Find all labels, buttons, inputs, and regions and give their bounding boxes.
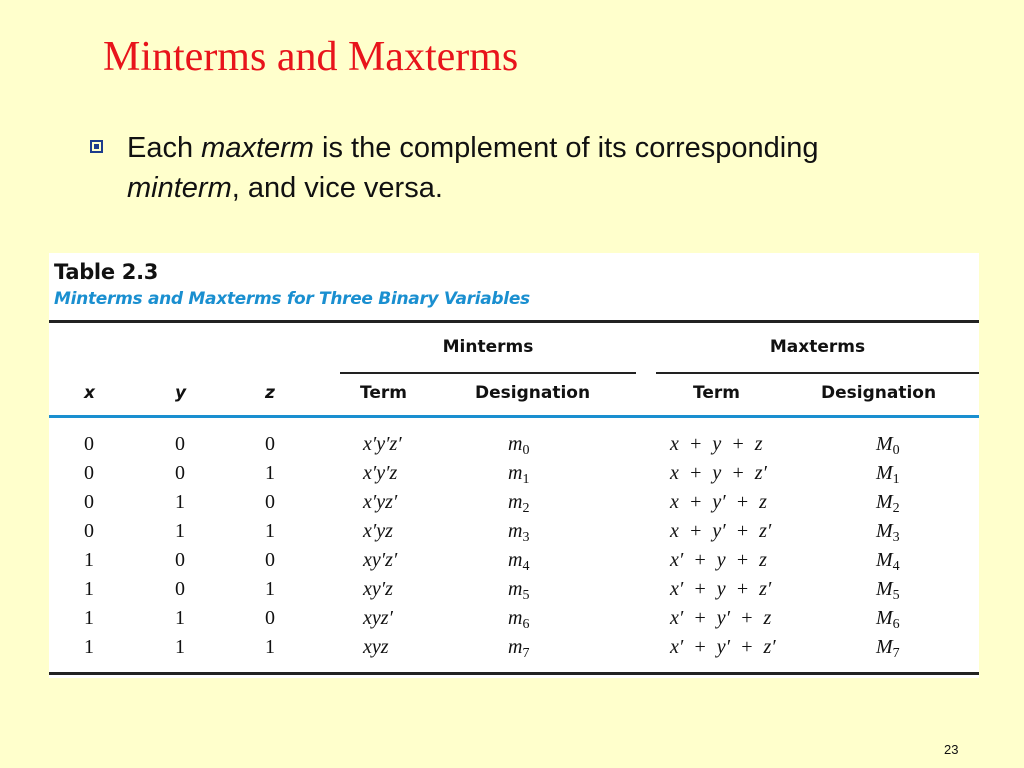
cell-x: 0 (84, 462, 94, 484)
cell-minterm-designation (508, 433, 530, 458)
cell-x: 0 (84, 433, 94, 455)
bullet-line-1 (127, 128, 967, 168)
cell-x: 1 (84, 578, 94, 600)
cell-x: 1 (84, 549, 94, 571)
cell-maxterm-designation-subscript: 2 (892, 501, 900, 516)
table-subcaption: Minterms and Maxterms for Three Binary Variables (54, 289, 530, 309)
cell-y: 1 (175, 491, 185, 513)
cell-maxterm-designation-base: M (876, 549, 893, 571)
cell-minterm-designation-subscript: 7 (522, 646, 530, 661)
cell-minterm-designation-base: m (508, 433, 523, 455)
cell-minterm-designation-subscript: 2 (522, 501, 530, 516)
cell-maxterm-designation-subscript: 3 (892, 530, 900, 545)
cell-minterm-term: xy′z (363, 578, 393, 600)
cell-maxterm-designation (876, 636, 900, 661)
table-bottom-rule (49, 672, 979, 675)
minterms-group-rule (340, 372, 636, 374)
minterms-group-header: Minterms (442, 337, 534, 357)
cell-minterm-designation-base: m (508, 462, 523, 484)
cell-maxterm-designation-subscript: 0 (892, 443, 900, 458)
cell-maxterm-designation-subscript: 6 (892, 617, 900, 632)
cell-y: 1 (175, 520, 185, 542)
cell-minterm-designation-base: m (508, 549, 523, 571)
cell-x: 0 (84, 491, 94, 513)
cell-maxterm-designation-subscript: 5 (892, 588, 900, 603)
cell-minterm-designation (508, 607, 530, 632)
cell-maxterm-term: x + y + z (670, 433, 763, 455)
cell-maxterm-designation-base: M (876, 607, 893, 629)
cell-minterm-term: xyz (363, 636, 389, 658)
maxterms-group-rule (656, 372, 979, 374)
cell-maxterm-designation (876, 520, 900, 545)
cell-maxterm-designation (876, 607, 900, 632)
cell-y: 0 (175, 433, 185, 455)
bullet-line-2 (127, 168, 967, 208)
cell-maxterm-designation-base: M (876, 491, 893, 513)
cell-y: 1 (175, 636, 185, 658)
cell-maxterm-designation (876, 433, 900, 458)
cell-minterm-designation (508, 520, 530, 545)
cell-maxterm-designation-base: M (876, 433, 893, 455)
cell-minterm-designation (508, 636, 530, 661)
cell-z: 1 (265, 520, 275, 542)
cell-y: 0 (175, 578, 185, 600)
table-caption: Table 2.3 (54, 260, 159, 284)
cell-minterm-designation (508, 491, 530, 516)
cell-minterm-designation-base: m (508, 578, 523, 600)
header-bottom-rule (49, 415, 979, 418)
slide-title: Minterms and Maxterms (103, 34, 519, 80)
cell-minterm-designation (508, 578, 530, 603)
cell-maxterm-term: x + y′ + z (670, 491, 767, 513)
page-number: 23 (944, 742, 959, 757)
column-header-minterm-designation: Designation (475, 383, 591, 403)
cell-maxterm-term: x + y + z′ (670, 462, 767, 484)
cell-x: 1 (84, 636, 94, 658)
cell-maxterm-term: x + y′ + z′ (670, 520, 772, 542)
cell-maxterm-term: x′ + y′ + z′ (670, 636, 776, 658)
cell-maxterm-designation (876, 578, 900, 603)
cell-maxterm-designation-base: M (876, 462, 893, 484)
table-top-rule (49, 320, 979, 323)
bullet-text (127, 128, 967, 208)
bullet-suffix: , and vice versa. (231, 172, 443, 204)
column-header-minterm-term: Term (360, 383, 407, 403)
cell-minterm-designation-base: m (508, 636, 523, 658)
cell-maxterm-designation (876, 491, 900, 516)
column-header-x: x (84, 383, 95, 403)
cell-maxterm-designation-subscript: 4 (892, 559, 900, 574)
cell-z: 0 (265, 607, 275, 629)
bullet-emphasis-minterm: minterm (127, 172, 232, 204)
cell-z: 1 (265, 462, 275, 484)
bullet-middle: is the complement of its corresponding (313, 132, 819, 164)
cell-x: 1 (84, 607, 94, 629)
cell-minterm-term: xyz′ (363, 607, 393, 629)
cell-minterm-designation-subscript: 3 (522, 530, 530, 545)
cell-minterm-designation-base: m (508, 607, 523, 629)
cell-maxterm-designation-base: M (876, 578, 893, 600)
cell-maxterm-designation-subscript: 1 (892, 472, 900, 487)
table-panel (49, 253, 979, 678)
cell-z: 0 (265, 549, 275, 571)
square-bullet-icon (90, 140, 103, 153)
column-header-z: z (265, 383, 275, 403)
cell-minterm-term: xy′z′ (363, 549, 398, 571)
cell-y: 1 (175, 607, 185, 629)
cell-x: 0 (84, 520, 94, 542)
cell-z: 1 (265, 636, 275, 658)
column-header-y: y (175, 383, 187, 403)
cell-maxterm-designation-base: M (876, 636, 893, 658)
cell-maxterm-term: x′ + y′ + z (670, 607, 772, 629)
column-header-maxterm-term: Term (693, 383, 740, 403)
cell-minterm-designation-base: m (508, 520, 523, 542)
cell-minterm-designation-subscript: 6 (522, 617, 530, 632)
cell-z: 0 (265, 433, 275, 455)
cell-minterm-term: x′y′z (363, 462, 398, 484)
cell-minterm-designation-subscript: 4 (522, 559, 530, 574)
cell-y: 0 (175, 462, 185, 484)
cell-maxterm-term: x′ + y + z (670, 549, 767, 571)
cell-minterm-term: x′yz (363, 520, 393, 542)
cell-minterm-designation-subscript: 0 (522, 443, 530, 458)
column-header-maxterm-designation: Designation (821, 383, 937, 403)
cell-maxterm-designation-base: M (876, 520, 893, 542)
cell-maxterm-designation (876, 462, 900, 487)
cell-z: 1 (265, 578, 275, 600)
cell-z: 0 (265, 491, 275, 513)
bullet-emphasis-maxterm: maxterm (201, 132, 314, 164)
cell-maxterm-designation (876, 549, 900, 574)
cell-maxterm-term: x′ + y + z′ (670, 578, 772, 600)
cell-minterm-designation-subscript: 5 (522, 588, 530, 603)
cell-y: 0 (175, 549, 185, 571)
bullet-prefix: Each (127, 132, 202, 164)
cell-minterm-designation-base: m (508, 491, 523, 513)
cell-minterm-designation (508, 549, 530, 574)
cell-minterm-term: x′yz′ (363, 491, 398, 513)
maxterms-group-header: Maxterms (769, 337, 866, 357)
cell-minterm-designation (508, 462, 530, 487)
cell-maxterm-designation-subscript: 7 (892, 646, 900, 661)
cell-minterm-term: x′y′z′ (363, 433, 402, 455)
cell-minterm-designation-subscript: 1 (522, 472, 530, 487)
